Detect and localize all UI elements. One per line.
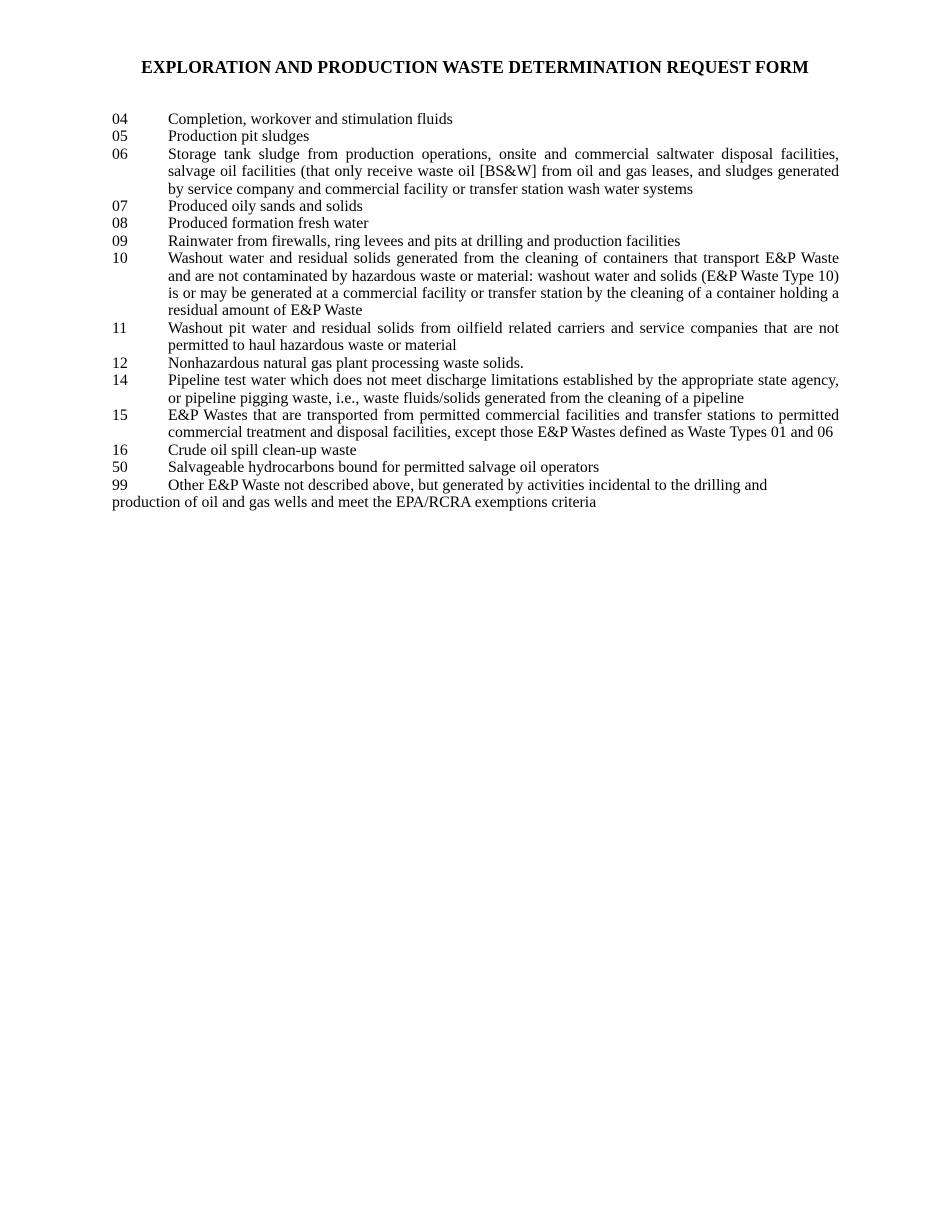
list-item (112, 407, 839, 442)
list-item (112, 372, 839, 407)
list-item (112, 320, 839, 355)
list-item (112, 198, 839, 215)
list-item (112, 111, 839, 128)
list-item (112, 459, 839, 476)
waste-type-list (112, 111, 839, 511)
list-item (112, 128, 839, 145)
waste-description: Salvageable hydrocarbons bound for permitted salvage oil operators (168, 459, 600, 477)
waste-code: 04 (112, 111, 128, 128)
waste-description: Washout pit water and residual solids from oilfield related carriers and service companies that are not permitted to haul hazardous waste or material (168, 319, 839, 355)
waste-code: 14 (112, 372, 128, 390)
list-item (112, 146, 839, 198)
waste-code: 15 (112, 406, 128, 424)
waste-code: 11 (112, 319, 128, 337)
waste-description: Washout water and residual solids generated from the cleaning of containers that transport E&P Waste and are not contaminated by hazardous waste or material: washout water and solids (E&P Waste Type 10) is or may be generated at a commercial facility or transfer station by the cleaning of a container holding a residual amount of E&P Waste (168, 250, 839, 320)
waste-code: 10 (112, 250, 128, 268)
waste-description: E&P Wastes that are transported from permitted commercial facilities and transfer stations to permitted commercial treatment and disposal facilities, except those E&P Wastes defined as Waste Types 01 and 06 (168, 406, 839, 442)
waste-description: Pipeline test water which does not meet discharge limitations established by the appropriate state agency, or pipeline pigging waste, i.e., waste fluids/solids generated from the cleaning of a pipeline (168, 372, 839, 407)
waste-description: Production pit sludges (168, 128, 310, 146)
list-item (112, 233, 839, 250)
waste-description: Nonhazardous natural gas plant processing waste solids. (168, 354, 524, 372)
list-item (112, 442, 839, 459)
waste-description: Produced formation fresh water (168, 215, 369, 233)
list-item (112, 355, 839, 372)
waste-code: 09 (112, 232, 128, 250)
waste-code: 99 (112, 476, 128, 494)
waste-description: Completion, workover and stimulation fluids (168, 111, 453, 128)
waste-description: Crude oil spill clean-up waste (168, 441, 357, 459)
list-item (112, 215, 839, 232)
waste-code: 12 (112, 354, 128, 372)
waste-code: 07 (112, 198, 128, 216)
waste-code: 08 (112, 215, 128, 233)
waste-description: Storage tank sludge from production operations, onsite and commercial saltwater disposal facilities, salvage oil facilities (that only receive waste oil [BS&W] from oil and gas leases, and sludges generated by service company and commercial facility or transfer station wash water systems (168, 145, 839, 198)
waste-description: Produced oily sands and solids (168, 198, 363, 216)
list-item-other (112, 477, 839, 512)
waste-code: 05 (112, 128, 128, 146)
waste-description: Other E&P Waste not described above, but generated by activities incidental to the drilling and production of oil and gas wells and meet the EPA/RCRA exemptions criteria (112, 476, 768, 511)
waste-code: 16 (112, 441, 128, 459)
waste-description: Rainwater from firewalls, ring levees and pits at drilling and production facilities (168, 232, 681, 250)
list-item (112, 250, 839, 320)
waste-code: 06 (112, 145, 128, 163)
waste-code: 50 (112, 459, 128, 477)
form-title: EXPLORATION AND PRODUCTION WASTE DETERMINATION REQUEST FORM (141, 57, 809, 77)
